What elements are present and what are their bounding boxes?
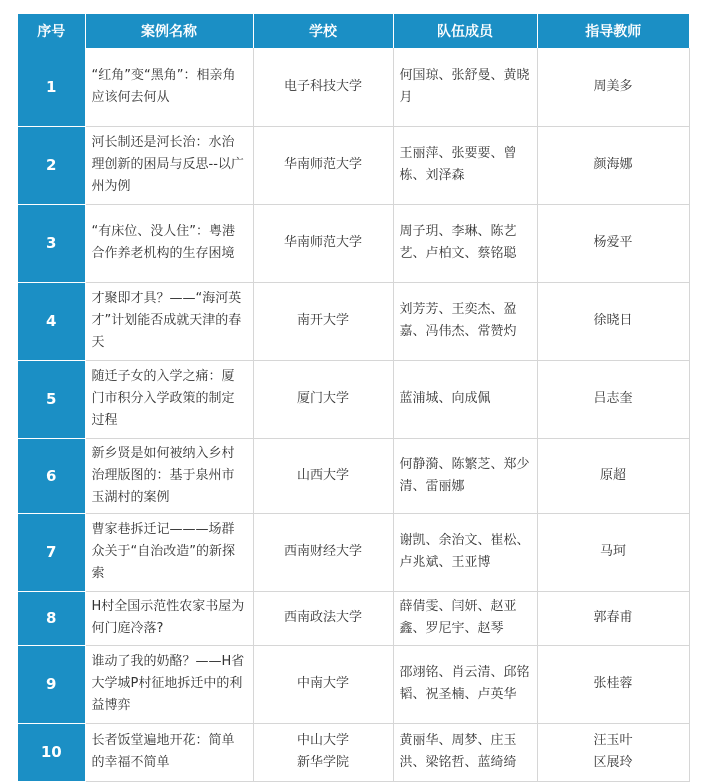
case-name-cell: 曹家巷拆迁记———场群众关于“自治改造”的新探索 xyxy=(85,513,253,591)
header-school: 学校 xyxy=(253,14,393,48)
row-number: 4 xyxy=(18,282,85,360)
school-cell: 中山大学 新华学院 xyxy=(253,723,393,781)
row-number: 6 xyxy=(18,438,85,513)
case-name-cell: 谁动了我的奶酪？——H省大学城P村征地拆迁中的利益博弈 xyxy=(85,645,253,723)
advisor-cell: 徐晓日 xyxy=(537,282,689,360)
school-cell: 厦门大学 xyxy=(253,360,393,438)
table-row xyxy=(18,438,689,513)
advisor-cell: 杨爱平 xyxy=(537,204,689,282)
team-members-cell: 周子玥、李琳、陈艺艺、卢柏文、蔡铭聪 xyxy=(393,204,537,282)
table-row xyxy=(18,282,689,360)
team-members-cell: 谢凯、余治文、崔松、卢兆斌、王亚博 xyxy=(393,513,537,591)
school-cell: 华南师范大学 xyxy=(253,204,393,282)
advisor-cell: 马珂 xyxy=(537,513,689,591)
row-number: 1 xyxy=(18,48,85,126)
case-name-cell: 才聚即才具？——“海河英才”计划能否成就天津的春天 xyxy=(85,282,253,360)
header-advisor: 指导教师 xyxy=(537,14,689,48)
school-cell: 南开大学 xyxy=(253,282,393,360)
team-members-cell: 王丽萍、张要要、曾栋、刘泽森 xyxy=(393,126,537,204)
team-members-cell: 蓝浦城、向成佩 xyxy=(393,360,537,438)
case-name-cell: H村全国示范性农家书屋为何门庭冷落? xyxy=(85,591,253,645)
team-members-cell: 薛倩雯、闫妍、赵亚鑫、罗尼宇、赵琴 xyxy=(393,591,537,645)
table-row xyxy=(18,513,689,591)
school-cell: 华南师范大学 xyxy=(253,126,393,204)
case-name-cell: “有床位、没人住”：粤港合作养老机构的生存困境 xyxy=(85,204,253,282)
row-number: 5 xyxy=(18,360,85,438)
school-cell: 中南大学 xyxy=(253,645,393,723)
team-members-cell: 黄丽华、周梦、庄玉洪、梁铭哲、蓝绮绮 xyxy=(393,723,537,781)
advisor-cell: 吕志奎 xyxy=(537,360,689,438)
table-row xyxy=(18,126,689,204)
team-members-cell: 邵翊铭、肖云清、邱铭韬、祝圣楠、卢英华 xyxy=(393,645,537,723)
school-cell: 西南财经大学 xyxy=(253,513,393,591)
team-members-cell: 何国琼、张舒曼、黄晓月 xyxy=(393,48,537,126)
table-header-row xyxy=(18,14,689,48)
school-cell: 电子科技大学 xyxy=(253,48,393,126)
table-row xyxy=(18,591,689,645)
case-table xyxy=(18,14,690,782)
row-number: 2 xyxy=(18,126,85,204)
row-number: 3 xyxy=(18,204,85,282)
table-row xyxy=(18,48,689,126)
advisor-cell: 原超 xyxy=(537,438,689,513)
case-name-cell: 河长制还是河长治：水治理创新的困局与反思--以广州为例 xyxy=(85,126,253,204)
advisor-cell: 张桂蓉 xyxy=(537,645,689,723)
header-case-name: 案例名称 xyxy=(85,14,253,48)
school-cell: 西南政法大学 xyxy=(253,591,393,645)
case-name-cell: “红角”变“黑角”：相亲角应该何去何从 xyxy=(85,48,253,126)
row-number: 9 xyxy=(18,645,85,723)
row-number: 10 xyxy=(18,723,85,781)
table-row xyxy=(18,723,689,781)
advisor-cell: 周美多 xyxy=(537,48,689,126)
team-members-cell: 何静漪、陈繁芝、郑少清、雷丽娜 xyxy=(393,438,537,513)
table-row xyxy=(18,204,689,282)
table-row xyxy=(18,645,689,723)
header-team-members: 队伍成员 xyxy=(393,14,537,48)
case-name-cell: 长者饭堂遍地开花：简单的幸福不简单 xyxy=(85,723,253,781)
row-number: 8 xyxy=(18,591,85,645)
table-body xyxy=(18,48,689,781)
case-name-cell: 新乡贤是如何被纳入乡村治理版图的：基于泉州市玉湖村的案例 xyxy=(85,438,253,513)
row-number: 7 xyxy=(18,513,85,591)
advisor-cell: 颜海娜 xyxy=(537,126,689,204)
advisor-cell: 汪玉叶 区展玲 xyxy=(537,723,689,781)
advisor-cell: 郭春甫 xyxy=(537,591,689,645)
school-cell: 山西大学 xyxy=(253,438,393,513)
header-number: 序号 xyxy=(18,14,85,48)
case-name-cell: 随迁子女的入学之痛：厦门市积分入学政策的制定过程 xyxy=(85,360,253,438)
table-row xyxy=(18,360,689,438)
team-members-cell: 刘芳芳、王奕杰、盈嘉、冯伟杰、常赞灼 xyxy=(393,282,537,360)
